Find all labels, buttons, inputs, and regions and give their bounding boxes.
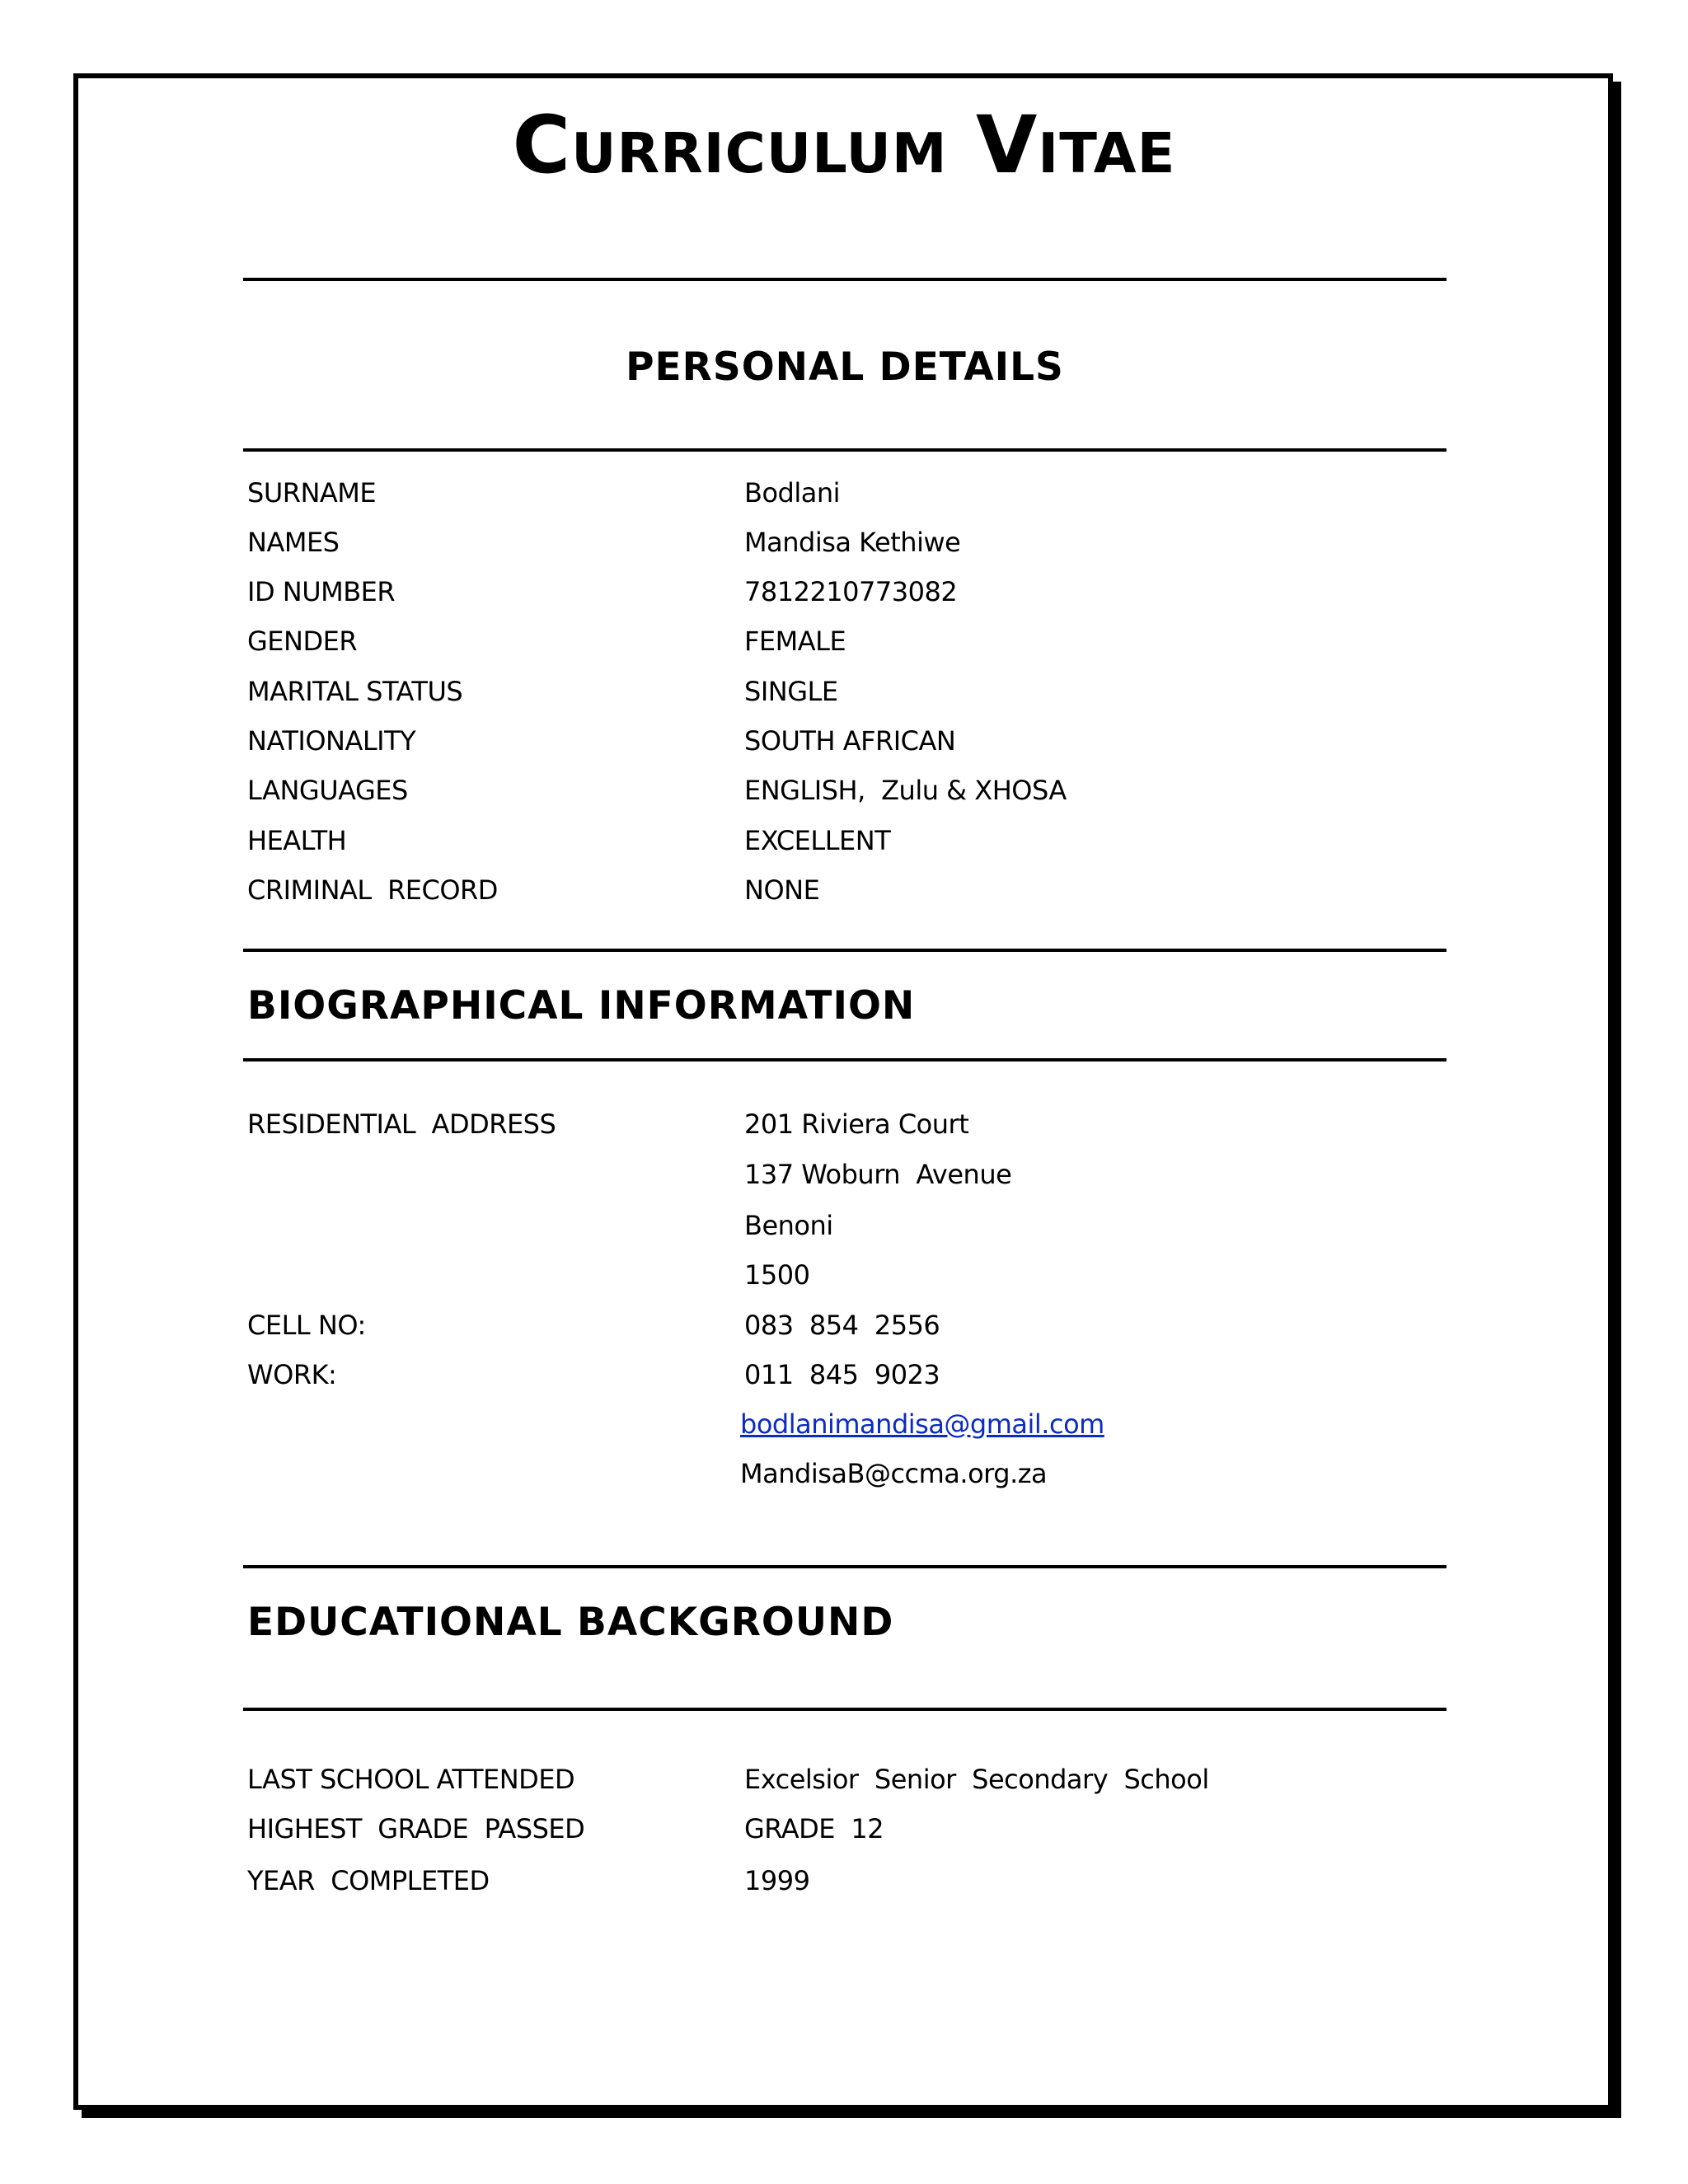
divider bbox=[243, 1058, 1447, 1062]
address-line-3: Benoni bbox=[744, 1210, 833, 1241]
surname-value: Bodlani bbox=[744, 477, 841, 509]
criminal-record-label: CRIMINAL RECORD bbox=[247, 874, 498, 906]
gender-value: FEMALE bbox=[744, 626, 846, 657]
health-label: HEALTH bbox=[247, 825, 347, 856]
nationality-value: SOUTH AFRICAN bbox=[744, 725, 956, 757]
education-heading: EDUCATIONAL BACKGROUND bbox=[247, 1600, 894, 1645]
residential-address-label: RESIDENTIAL ADDRESS bbox=[247, 1108, 556, 1140]
work-value: 011 845 9023 bbox=[744, 1359, 940, 1390]
address-line-1: 201 Riviera Court bbox=[744, 1108, 969, 1140]
languages-label: LANGUAGES bbox=[247, 775, 408, 806]
cell-value: 083 854 2556 bbox=[744, 1310, 940, 1341]
personal-details-heading: PERSONAL DETAILS bbox=[626, 344, 1064, 390]
gender-label: GENDER bbox=[247, 626, 358, 657]
work-email: MandisaB@ccma.org.za bbox=[740, 1458, 1048, 1489]
divider bbox=[243, 278, 1447, 281]
biographical-heading: BIOGRAPHICAL INFORMATION bbox=[247, 983, 916, 1029]
marital-status-value: SINGLE bbox=[744, 676, 838, 707]
personal-email-link[interactable]: bodlanimandisa@gmail.com bbox=[740, 1408, 1104, 1440]
last-school-label: LAST SCHOOL ATTENDED bbox=[247, 1764, 575, 1795]
surname-label: SURNAME bbox=[247, 477, 377, 509]
names-label: NAMES bbox=[247, 527, 340, 558]
names-value: Mandisa Kethiwe bbox=[744, 527, 961, 558]
languages-value: ENGLISH, Zulu & XHOSA bbox=[744, 775, 1067, 806]
divider bbox=[243, 1565, 1447, 1568]
document-title: Curriculum Vitae bbox=[512, 99, 1176, 191]
cell-label: CELL NO: bbox=[247, 1310, 366, 1341]
year-completed-value: 1999 bbox=[744, 1865, 810, 1896]
divider bbox=[243, 949, 1447, 952]
address-line-2: 137 Woburn Avenue bbox=[744, 1159, 1012, 1190]
divider bbox=[243, 448, 1447, 452]
highest-grade-value: GRADE 12 bbox=[744, 1813, 884, 1844]
year-completed-label: YEAR COMPLETED bbox=[247, 1865, 490, 1896]
address-line-4: 1500 bbox=[744, 1259, 810, 1291]
marital-status-label: MARITAL STATUS bbox=[247, 676, 463, 707]
health-value: EXCELLENT bbox=[744, 825, 891, 856]
id-number-value: 7812210773082 bbox=[744, 576, 958, 607]
divider bbox=[243, 1708, 1447, 1711]
id-number-label: ID NUMBER bbox=[247, 576, 396, 607]
last-school-value: Excelsior Senior Secondary School bbox=[744, 1764, 1209, 1795]
nationality-label: NATIONALITY bbox=[247, 725, 416, 757]
work-label: WORK: bbox=[247, 1359, 337, 1390]
criminal-record-value: NONE bbox=[744, 874, 820, 906]
highest-grade-label: HIGHEST GRADE PASSED bbox=[247, 1813, 585, 1844]
